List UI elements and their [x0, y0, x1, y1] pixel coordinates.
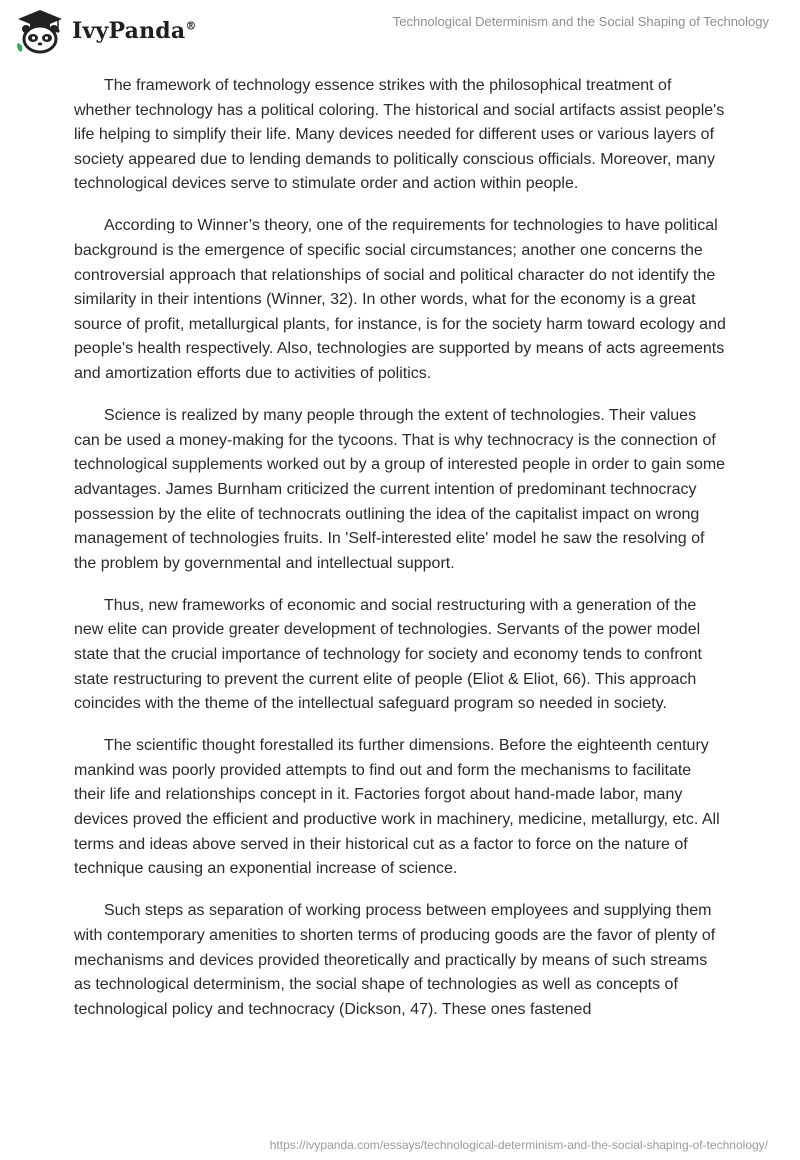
registered-mark: ®	[185, 19, 197, 33]
source-url[interactable]: https://ivypanda.com/essays/technological-determinism-and-the-social-shaping-of-technology/	[269, 1138, 768, 1152]
paragraph: Science is realized by many people through the extent of technologies. Their values can be used a money-making for the tycoons. That is why technocracy is the connection of technological supplements worked out by a group of interested people in order to gain some advantages. James Burnham criticized the current intention of predominant technocracy possession by the elite of technocrats outlining the idea of the capitalist impact on wrong management of technologies fruits. In 'Self-interested elite' model he saw the resolving of the problem by governmental and intellectual support.	[74, 407, 726, 572]
paragraph: According to Winner’s theory, one of the requirements for technologies to have political background is the emergence of specific social circumstances; another one concerns the controversial approach that relationships of social and political character do not identify the similarity in their intentions (Winner, 32). In other words, what for the economy is a great source of profit, metallurgical plants, for instance, is for the society harm toward ecology and people's health respectively. Also, technologies are supported by means of acts agreements and amortization efforts due to activities of politics.	[74, 217, 726, 383]
paragraph: The framework of technology essence strikes with the philosophical treatment of whether technology has a political coloring. The historical and social artifacts assist people's life helping to simplify their life. Many devices needed for different uses or various layers of society appeared due to lending demands to politically conscious officials. Moreover, many technological devices serve to stimulate order and action within people.	[74, 77, 725, 193]
brand-name: IvyPanda®	[72, 18, 197, 44]
page-header	[0, 0, 800, 60]
document-title: Technological Determinism and the Social Shaping of Technology	[392, 14, 769, 29]
paragraph: Such steps as separation of working process between employees and supplying them with contemporary amenities to shorten terms of producing goods are the favor of plenty of mechanisms and devices provided theoretically and practically by means of such streams as technological determinism, the social shape of technologies as well as concepts of technological policy and technocracy (Dickson, 47). These ones fastened	[74, 902, 716, 1018]
panda-graduate-icon	[14, 8, 66, 54]
paragraph: The scientific thought forestalled its further dimensions. Before the eighteenth century mankind was poorly provided attempts to find out and form the mechanisms to facilitate their life and relationships concept in it. Factories forgot about hand-made labor, many devices proved the efficient and productive work in machinery, medicine, metallurgy, etc. All terms and ideas above served in their historical cut as a factor to force on the nature of technique causing an exponential increase of science.	[74, 737, 720, 878]
essay-body	[74, 74, 726, 1040]
brand-logo[interactable]	[14, 8, 197, 54]
paragraph: Thus, new frameworks of economic and social restructuring with a generation of the new elite can provide greater development of technologies. Servants of the power model state that the crucial importance of technology for society and economy tends to confront state restructuring to prevent the current elite of people (Eliot & Eliot, 66). This approach coincides with the theme of the intellectual safeguard program so needed in society.	[74, 596, 702, 713]
